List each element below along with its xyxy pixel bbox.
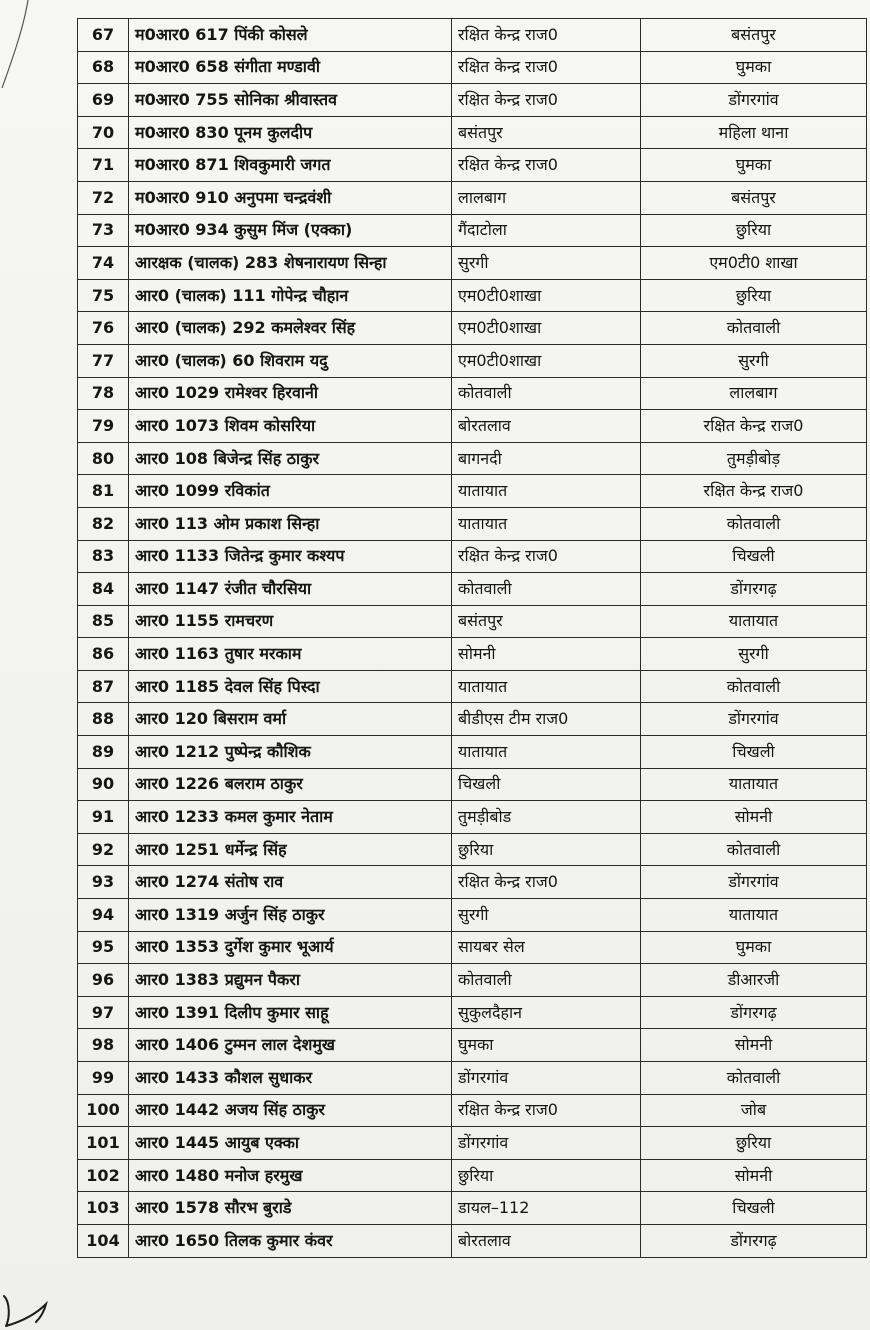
current-posting-cell: सायबर सेल xyxy=(452,931,641,964)
new-posting-cell: डोंगरगांव xyxy=(641,84,867,117)
new-posting-cell: सोमनी xyxy=(641,801,867,834)
employee-name-cell: आर0 (चालक) 60 शिवराम यदु xyxy=(129,344,452,377)
table-row xyxy=(78,899,867,932)
employee-name-cell: आर0 1650 तिलक कुमार कंवर xyxy=(129,1224,452,1257)
employee-name-cell: आर0 113 ओम प्रकाश सिन्हा xyxy=(129,507,452,540)
serial-number-cell: 95 xyxy=(78,931,129,964)
current-posting-cell: रक्षित केन्द्र राज0 xyxy=(452,540,641,573)
serial-number-cell: 94 xyxy=(78,899,129,932)
table-row xyxy=(78,312,867,345)
margin-line-mark xyxy=(0,0,30,90)
serial-number-cell: 70 xyxy=(78,116,129,149)
table-row xyxy=(78,410,867,443)
new-posting-cell: बसंतपुर xyxy=(641,19,867,52)
serial-number-cell: 79 xyxy=(78,410,129,443)
serial-number-cell: 75 xyxy=(78,279,129,312)
table-row xyxy=(78,605,867,638)
employee-name-cell: म0आर0 830 पूनम कुलदीप xyxy=(129,116,452,149)
current-posting-cell: कोतवाली xyxy=(452,377,641,410)
new-posting-cell: जोब xyxy=(641,1094,867,1127)
employee-name-cell: आर0 1185 देवल सिंह पिस्दा xyxy=(129,670,452,703)
serial-number-cell: 84 xyxy=(78,573,129,606)
current-posting-cell: बसंतपुर xyxy=(452,116,641,149)
new-posting-cell: डीआरजी xyxy=(641,964,867,997)
serial-number-cell: 86 xyxy=(78,638,129,671)
new-posting-cell: रक्षित केन्द्र राज0 xyxy=(641,410,867,443)
serial-number-cell: 82 xyxy=(78,507,129,540)
table-row xyxy=(78,1224,867,1257)
new-posting-cell: रक्षित केन्द्र राज0 xyxy=(641,475,867,508)
current-posting-cell: लालबाग xyxy=(452,181,641,214)
new-posting-cell: छुरिया xyxy=(641,279,867,312)
current-posting-cell: एम0टी0शाखा xyxy=(452,344,641,377)
employee-name-cell: म0आर0 658 संगीता मण्डावी xyxy=(129,51,452,84)
current-posting-cell: सुरगी xyxy=(452,247,641,280)
serial-number-cell: 80 xyxy=(78,442,129,475)
current-posting-cell: डोंगरगांव xyxy=(452,1127,641,1160)
serial-number-cell: 100 xyxy=(78,1094,129,1127)
employee-name-cell: आर0 1099 रविकांत xyxy=(129,475,452,508)
employee-name-cell: म0आर0 617 पिंकी कोसले xyxy=(129,19,452,52)
table-row xyxy=(78,573,867,606)
new-posting-cell: यातायात xyxy=(641,899,867,932)
employee-name-cell: आर0 1274 संतोष राव xyxy=(129,866,452,899)
new-posting-cell: एम0टी0 शाखा xyxy=(641,247,867,280)
current-posting-cell: यातायात xyxy=(452,475,641,508)
serial-number-cell: 96 xyxy=(78,964,129,997)
employee-name-cell: म0आर0 755 सोनिका श्रीवास्तव xyxy=(129,84,452,117)
table-row xyxy=(78,931,867,964)
table-row xyxy=(78,181,867,214)
current-posting-cell: बीडीएस टीम राज0 xyxy=(452,703,641,736)
current-posting-cell: डायल–112 xyxy=(452,1192,641,1225)
new-posting-cell: सोमनी xyxy=(641,1159,867,1192)
current-posting-cell: बोरतलाव xyxy=(452,410,641,443)
table-row xyxy=(78,768,867,801)
serial-number-cell: 73 xyxy=(78,214,129,247)
table-row xyxy=(78,1094,867,1127)
current-posting-cell: सोमनी xyxy=(452,638,641,671)
serial-number-cell: 101 xyxy=(78,1127,129,1160)
employee-name-cell: आर0 108 बिजेन्द्र सिंह ठाकुर xyxy=(129,442,452,475)
table-row xyxy=(78,19,867,52)
serial-number-cell: 99 xyxy=(78,1062,129,1095)
table-row xyxy=(78,377,867,410)
table-row xyxy=(78,344,867,377)
employee-name-cell: आर0 1442 अजय सिंह ठाकुर xyxy=(129,1094,452,1127)
employee-name-cell: आर0 1155 रामचरण xyxy=(129,605,452,638)
table-row xyxy=(78,540,867,573)
employee-name-cell: आर0 120 बिसराम वर्मा xyxy=(129,703,452,736)
new-posting-cell: तुमड़ीबोड़ xyxy=(641,442,867,475)
table-row xyxy=(78,1192,867,1225)
new-posting-cell: चिखली xyxy=(641,1192,867,1225)
serial-number-cell: 85 xyxy=(78,605,129,638)
current-posting-cell: रक्षित केन्द्र राज0 xyxy=(452,866,641,899)
new-posting-cell: यातायात xyxy=(641,605,867,638)
current-posting-cell: रक्षित केन्द्र राज0 xyxy=(452,84,641,117)
serial-number-cell: 87 xyxy=(78,670,129,703)
employee-name-cell: आर0 1029 रामेश्वर हिरवानी xyxy=(129,377,452,410)
table-row xyxy=(78,51,867,84)
current-posting-cell: घुमका xyxy=(452,1029,641,1062)
serial-number-cell: 74 xyxy=(78,247,129,280)
table-row xyxy=(78,1062,867,1095)
new-posting-cell: डोंगरगांव xyxy=(641,703,867,736)
serial-number-cell: 67 xyxy=(78,19,129,52)
current-posting-cell: यातायात xyxy=(452,736,641,769)
new-posting-cell: महिला थाना xyxy=(641,116,867,149)
table-row xyxy=(78,507,867,540)
employee-name-cell: आर0 (चालक) 292 कमलेश्वर सिंह xyxy=(129,312,452,345)
table-row xyxy=(78,442,867,475)
table-row xyxy=(78,214,867,247)
employee-name-cell: आर0 1133 जितेन्द्र कुमार कश्यप xyxy=(129,540,452,573)
table-row xyxy=(78,703,867,736)
employee-name-cell: आर0 1226 बलराम ठाकुर xyxy=(129,768,452,801)
serial-number-cell: 83 xyxy=(78,540,129,573)
employee-name-cell: म0आर0 871 शिवकुमारी जगत xyxy=(129,149,452,182)
new-posting-cell: लालबाग xyxy=(641,377,867,410)
serial-number-cell: 78 xyxy=(78,377,129,410)
table-row xyxy=(78,964,867,997)
serial-number-cell: 90 xyxy=(78,768,129,801)
serial-number-cell: 81 xyxy=(78,475,129,508)
table-row xyxy=(78,866,867,899)
serial-number-cell: 93 xyxy=(78,866,129,899)
new-posting-cell: सुरगी xyxy=(641,344,867,377)
serial-number-cell: 88 xyxy=(78,703,129,736)
current-posting-cell: चिखली xyxy=(452,768,641,801)
new-posting-cell: कोतवाली xyxy=(641,507,867,540)
serial-number-cell: 89 xyxy=(78,736,129,769)
employee-name-cell: आर0 (चालक) 111 गोपेन्द्र चौहान xyxy=(129,279,452,312)
signature-mark xyxy=(0,1282,60,1330)
employee-name-cell: आर0 1251 धर्मेन्द्र सिंह xyxy=(129,833,452,866)
serial-number-cell: 97 xyxy=(78,996,129,1029)
table-row xyxy=(78,1127,867,1160)
employee-name-cell: आर0 1212 पुष्पेन्द्र कौशिक xyxy=(129,736,452,769)
serial-number-cell: 68 xyxy=(78,51,129,84)
serial-number-cell: 71 xyxy=(78,149,129,182)
current-posting-cell: बसंतपुर xyxy=(452,605,641,638)
new-posting-cell: डोंगरगढ़ xyxy=(641,996,867,1029)
new-posting-cell: कोतवाली xyxy=(641,670,867,703)
employee-name-cell: आर0 1163 तुषार मरकाम xyxy=(129,638,452,671)
serial-number-cell: 91 xyxy=(78,801,129,834)
employee-name-cell: आर0 1383 प्रद्युमन पैकरा xyxy=(129,964,452,997)
new-posting-cell: डोंगरगढ़ xyxy=(641,1224,867,1257)
new-posting-cell: कोतवाली xyxy=(641,833,867,866)
employee-name-cell: आर0 1073 शिवम कोसरिया xyxy=(129,410,452,443)
new-posting-cell: यातायात xyxy=(641,768,867,801)
employee-name-cell: आर0 1147 रंजीत चौरसिया xyxy=(129,573,452,606)
employee-name-cell: म0आर0 910 अनुपमा चन्द्रवंशी xyxy=(129,181,452,214)
current-posting-cell: यातायात xyxy=(452,670,641,703)
employee-name-cell: आर0 1480 मनोज हरमुख xyxy=(129,1159,452,1192)
employee-name-cell: आर0 1578 सौरभ बुराडे xyxy=(129,1192,452,1225)
current-posting-cell: तुमड़ीबोड xyxy=(452,801,641,834)
table-row xyxy=(78,279,867,312)
transfer-table xyxy=(77,18,867,1258)
new-posting-cell: सुरगी xyxy=(641,638,867,671)
table-row xyxy=(78,149,867,182)
table-row xyxy=(78,801,867,834)
current-posting-cell: एम0टी0शाखा xyxy=(452,279,641,312)
current-posting-cell: कोतवाली xyxy=(452,573,641,606)
new-posting-cell: घुमका xyxy=(641,149,867,182)
employee-name-cell: आरक्षक (चालक) 283 शेषनारायण सिन्हा xyxy=(129,247,452,280)
transfer-table-body xyxy=(78,19,867,1258)
table-row xyxy=(78,1159,867,1192)
table-row xyxy=(78,475,867,508)
serial-number-cell: 103 xyxy=(78,1192,129,1225)
serial-number-cell: 77 xyxy=(78,344,129,377)
current-posting-cell: छुरिया xyxy=(452,1159,641,1192)
employee-name-cell: आर0 1233 कमल कुमार नेताम xyxy=(129,801,452,834)
current-posting-cell: कोतवाली xyxy=(452,964,641,997)
employee-name-cell: आर0 1445 आयुब एक्का xyxy=(129,1127,452,1160)
current-posting-cell: बोरतलाव xyxy=(452,1224,641,1257)
current-posting-cell: रक्षित केन्द्र राज0 xyxy=(452,19,641,52)
new-posting-cell: चिखली xyxy=(641,540,867,573)
new-posting-cell: छुरिया xyxy=(641,214,867,247)
employee-name-cell: आर0 1433 कौशल सुधाकर xyxy=(129,1062,452,1095)
current-posting-cell: सुरगी xyxy=(452,899,641,932)
new-posting-cell: सोमनी xyxy=(641,1029,867,1062)
new-posting-cell: डोंगरगांव xyxy=(641,866,867,899)
serial-number-cell: 72 xyxy=(78,181,129,214)
current-posting-cell: यातायात xyxy=(452,507,641,540)
table-row xyxy=(78,1029,867,1062)
current-posting-cell: बागनदी xyxy=(452,442,641,475)
current-posting-cell: रक्षित केन्द्र राज0 xyxy=(452,1094,641,1127)
new-posting-cell: छुरिया xyxy=(641,1127,867,1160)
employee-name-cell: आर0 1391 दिलीप कुमार साहू xyxy=(129,996,452,1029)
table-row xyxy=(78,996,867,1029)
employee-name-cell: आर0 1353 दुर्गेश कुमार भूआर्य xyxy=(129,931,452,964)
serial-number-cell: 104 xyxy=(78,1224,129,1257)
table-row xyxy=(78,833,867,866)
new-posting-cell: बसंतपुर xyxy=(641,181,867,214)
table-row xyxy=(78,116,867,149)
new-posting-cell: घुमका xyxy=(641,931,867,964)
new-posting-cell: कोतवाली xyxy=(641,1062,867,1095)
table-row xyxy=(78,84,867,117)
current-posting-cell: रक्षित केन्द्र राज0 xyxy=(452,51,641,84)
new-posting-cell: घुमका xyxy=(641,51,867,84)
current-posting-cell: डोंगरगांव xyxy=(452,1062,641,1095)
current-posting-cell: सुकुलदैहान xyxy=(452,996,641,1029)
new-posting-cell: कोतवाली xyxy=(641,312,867,345)
employee-name-cell: आर0 1406 टुम्मन लाल देशमुख xyxy=(129,1029,452,1062)
current-posting-cell: छुरिया xyxy=(452,833,641,866)
serial-number-cell: 98 xyxy=(78,1029,129,1062)
employee-name-cell: आर0 1319 अर्जुन सिंह ठाकुर xyxy=(129,899,452,932)
new-posting-cell: चिखली xyxy=(641,736,867,769)
serial-number-cell: 76 xyxy=(78,312,129,345)
current-posting-cell: गैंदाटोला xyxy=(452,214,641,247)
employee-name-cell: म0आर0 934 कुसुम मिंज (एक्का) xyxy=(129,214,452,247)
current-posting-cell: रक्षित केन्द्र राज0 xyxy=(452,149,641,182)
serial-number-cell: 69 xyxy=(78,84,129,117)
table-row xyxy=(78,638,867,671)
serial-number-cell: 102 xyxy=(78,1159,129,1192)
table-row xyxy=(78,736,867,769)
table-row xyxy=(78,670,867,703)
current-posting-cell: एम0टी0शाखा xyxy=(452,312,641,345)
table-row xyxy=(78,247,867,280)
serial-number-cell: 92 xyxy=(78,833,129,866)
new-posting-cell: डोंगरगढ़ xyxy=(641,573,867,606)
